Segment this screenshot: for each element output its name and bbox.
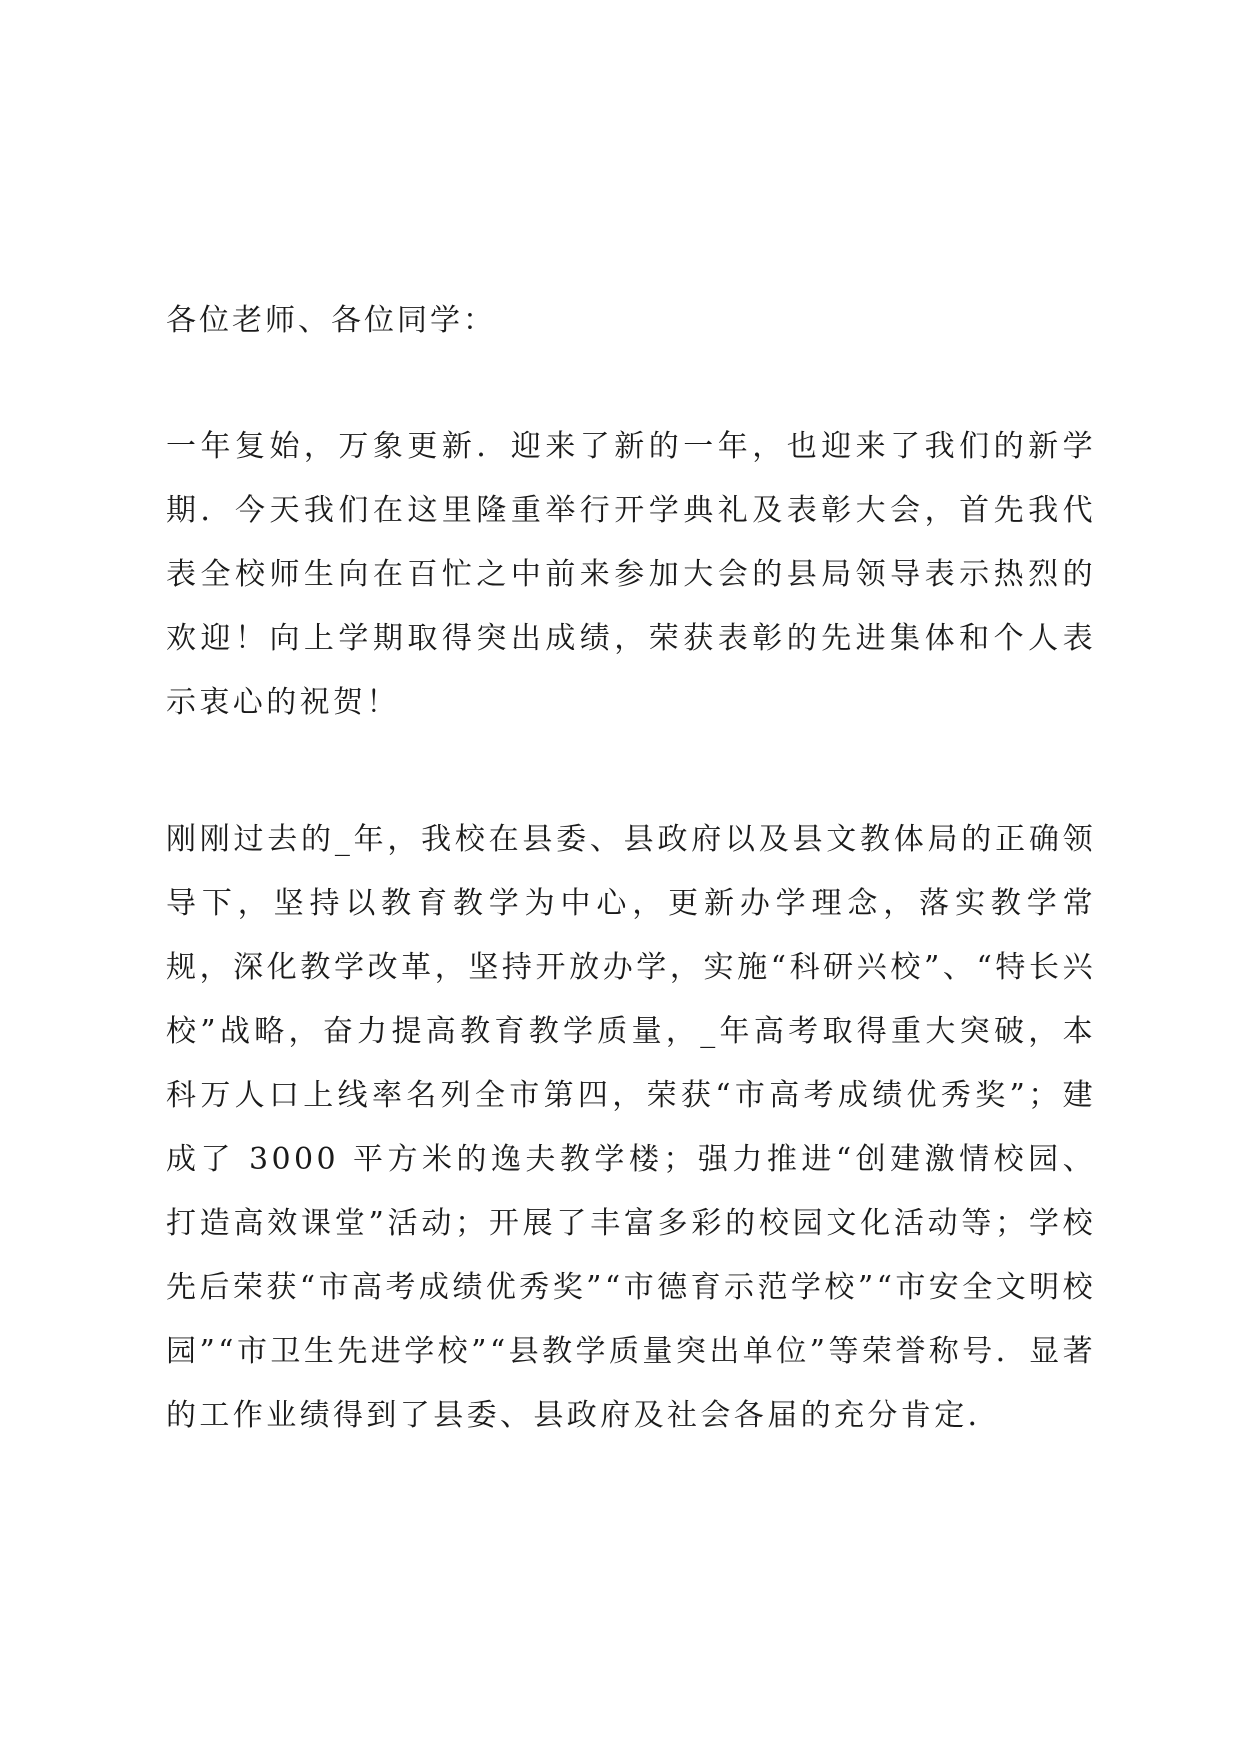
body-paragraph-2: 刚刚过去的_年，我校在县委、县政府以及县文教体局的正确领导下，坚持以教育教学为中心，更新办学理念，落实教学常规，深化教学改革，坚持开放办学，实施“科研兴校”、“特长兴校”战略，奋力提高教育教学质量，_年高考取得重大突破，本科万人口上线率名列全市第四，荣获“市高考成绩优秀奖”；建成了 3000 平方米的逸夫教学楼；强力推进“创建激情校园、打造高效课堂”活动；开展了丰富多彩的校园文化活动等；学校先后荣获“市高考成绩优秀奖”“市德育示范学校”“市安全文明校园”“市卫生先进学校”“县教学质量突出单位”等荣誉称号．显著的工作业绩得到了县委、县政府及社会各届的充分肯定． — [166, 822, 1096, 1433]
body-paragraph-1: 一年复始，万象更新．迎来了新的一年，也迎来了我们的新学期．今天我们在这里隆重举行开学典礼及表彰大会，首先我代表全校师生向在百忙之中前来参加大会的县局领导表示热烈的欢迎！向上学期取得突出成绩，荣获表彰的先进集体和个人表示衷心的祝贺！ — [166, 429, 1096, 720]
greeting-line: 各位老师、各位同学： — [166, 303, 496, 338]
